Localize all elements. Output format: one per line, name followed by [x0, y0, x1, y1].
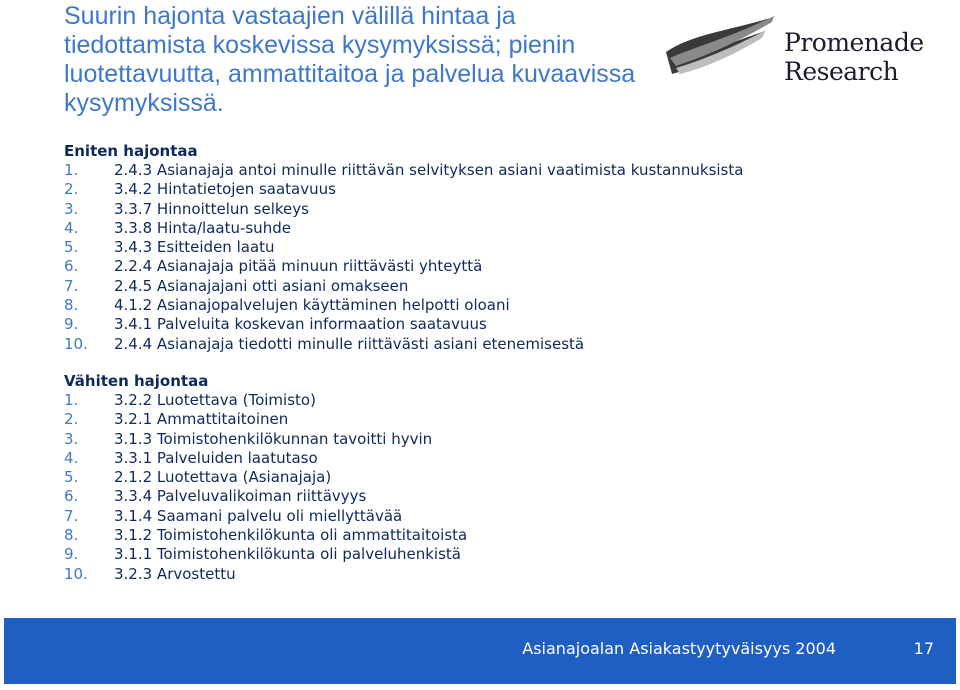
list-item [64, 565, 704, 584]
rank-number: 10. [64, 334, 88, 353]
rank-number: 4. [64, 218, 79, 237]
rank-number: 9. [64, 545, 79, 564]
list-item [64, 410, 704, 429]
rank-number: 1. [64, 391, 79, 409]
rank-text: 3.2.1 Ammattitaitoinen [114, 410, 289, 429]
list-item [64, 507, 704, 526]
rank-number: 2. [64, 410, 79, 429]
least-variance-heading: Vähiten hajontaa [64, 372, 209, 390]
rank-number: 1. [64, 161, 79, 179]
list-item [64, 161, 744, 180]
list-item [64, 430, 704, 449]
rank-text: 3.1.3 Toimistohenkilökunnan tavoitti hyvin [114, 429, 433, 448]
rank-text: 4.1.2 Asianajopalvelujen käyttäminen helpotti oloani [114, 296, 510, 315]
least-variance-section [64, 371, 704, 584]
rank-text: 2.4.4 Asianajaja tiedotti minulle riittävästi asiani etenemisestä [114, 334, 585, 353]
logo-line-promenade: Promenade [784, 28, 924, 57]
footer-bar [4, 618, 956, 684]
rank-number: 6. [64, 257, 79, 276]
most-variance-section [64, 141, 744, 354]
list-item [64, 219, 704, 238]
logo-wordmark [784, 28, 924, 86]
rank-text: 3.3.1 Palveluiden laatutaso [114, 448, 318, 467]
rank-text: 2.4.3 Asianajaja antoi minulle riittävän selvityksen asiani vaatimista kustannuksista [114, 161, 744, 179]
rank-text: 3.1.4 Saamani palvelu oli miellyttävää [114, 506, 403, 525]
list-item [64, 315, 704, 334]
list-item [64, 391, 704, 410]
rank-number: 10. [64, 564, 88, 583]
rank-text: 2.4.5 Asianajajani otti asiani omakseen [114, 276, 409, 295]
list-item [64, 487, 704, 506]
list-item [64, 257, 704, 276]
list-item [64, 449, 704, 468]
most-variance-heading: Eniten hajontaa [64, 142, 198, 160]
rank-number: 7. [64, 276, 79, 295]
swoosh-logo-icon [662, 12, 782, 92]
list-item [64, 238, 704, 257]
rank-text: 3.4.2 Hintatietojen saatavuus [114, 180, 336, 199]
logo-line-research: Research [784, 57, 899, 86]
list-item [64, 200, 704, 219]
rank-text: 3.1.1 Toimistohenkilökunta oli palveluhenkistä [114, 545, 461, 564]
rank-number: 5. [64, 468, 79, 487]
rank-number: 7. [64, 506, 79, 525]
list-item [64, 277, 704, 296]
list-item [64, 526, 704, 545]
rank-number: 3. [64, 199, 79, 218]
rank-text: 3.4.3 Esitteiden laatu [114, 238, 275, 257]
most-variance-list [64, 161, 744, 354]
rank-text: 3.3.7 Hinnoittelun selkeys [114, 199, 309, 218]
rank-number: 8. [64, 296, 79, 315]
page-number: 17 [913, 639, 934, 658]
rank-text: 3.4.1 Palveluita koskevan informaation saatavuus [114, 315, 487, 334]
rank-text: 3.2.2 Luotettava (Toimisto) [114, 391, 316, 409]
rank-text: 2.2.4 Asianajaja pitää minuun riittävästi yhteyttä [114, 257, 483, 276]
rank-text: 3.3.8 Hinta/laatu-suhde [114, 218, 291, 237]
list-item [64, 180, 704, 199]
rank-text: 2.1.2 Luotettava (Asianajaja) [114, 468, 332, 487]
list-item [64, 545, 704, 564]
promenade-research-logo [662, 12, 952, 92]
rank-number: 5. [64, 238, 79, 257]
rank-text: 3.3.4 Palveluvalikoiman riittävyys [114, 487, 367, 506]
list-item [64, 296, 704, 315]
footer-title: Asianajoalan Asiakastyytyväisyys 2004 [522, 639, 836, 658]
least-variance-list [64, 391, 704, 584]
rank-number: 8. [64, 526, 79, 545]
rank-number: 3. [64, 429, 79, 448]
rank-text: 3.1.2 Toimistohenkilökunta oli ammattitaitoista [114, 526, 468, 545]
rank-number: 9. [64, 315, 79, 334]
rank-text: 3.2.3 Arvostettu [114, 564, 236, 583]
rank-number: 4. [64, 448, 79, 467]
slide-title: Suurin hajonta vastaajien välillä hintaa ja tiedottamista koskevissa kysymyksissä; pienin luotettavuutta, ammattitaitoa ja palvelua kuvaavissa kysymyksissä. [64, 2, 636, 117]
list-item [64, 335, 704, 354]
rank-number: 6. [64, 487, 79, 506]
list-item [64, 468, 704, 487]
rank-number: 2. [64, 180, 79, 199]
